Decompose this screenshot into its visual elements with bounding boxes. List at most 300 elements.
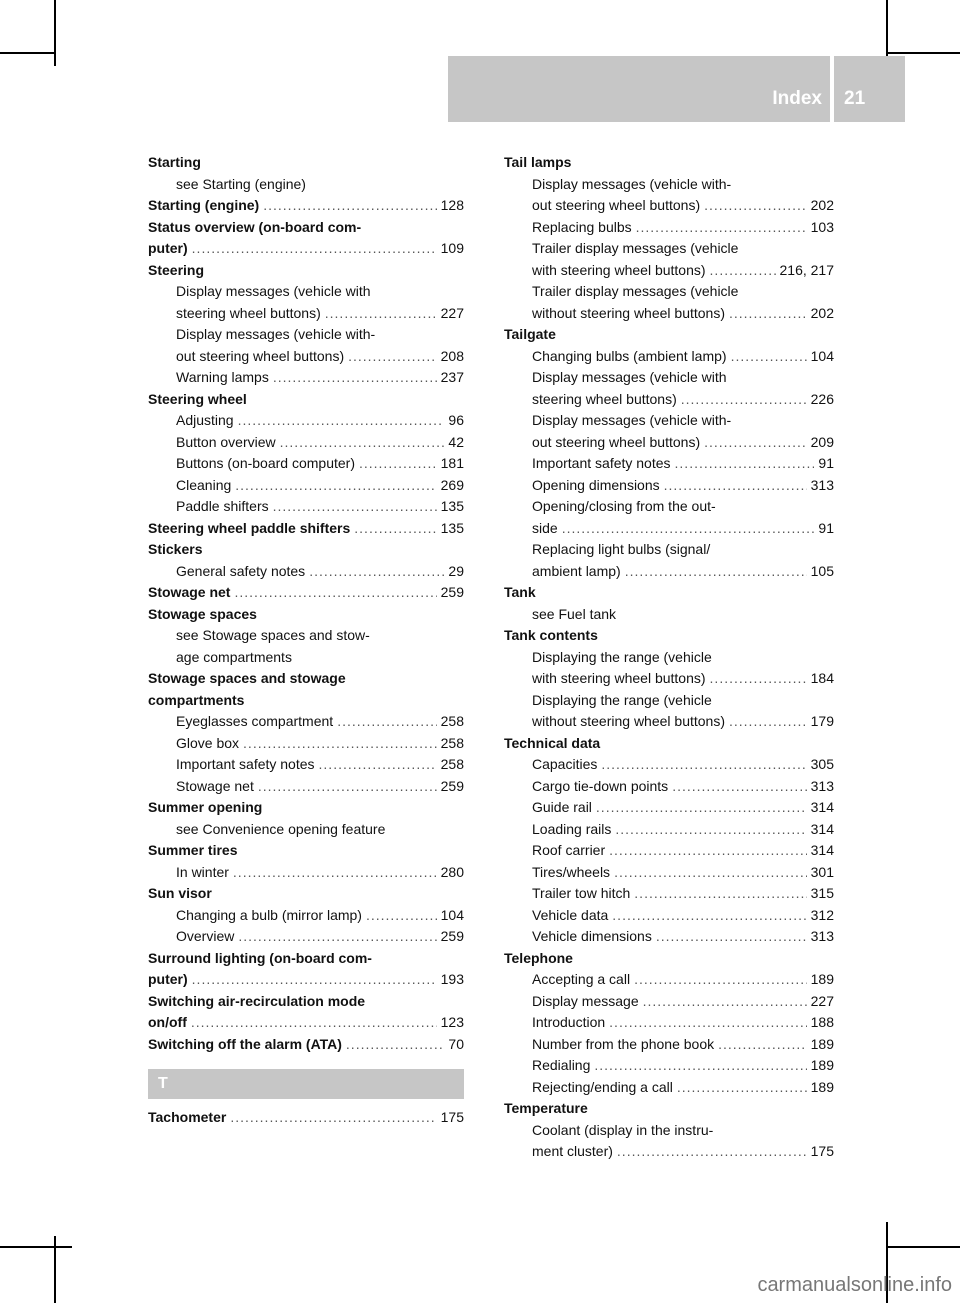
index-subentry bbox=[148, 367, 464, 389]
entry-text: Trailer display messages (vehicle bbox=[532, 240, 739, 256]
page-reference[interactable]: 96 bbox=[448, 412, 464, 428]
entry-text: Opening/closing from the out- bbox=[532, 498, 716, 514]
leader-dots bbox=[348, 346, 437, 368]
index-term bbox=[148, 991, 464, 1013]
index-subentry bbox=[148, 625, 464, 647]
index-subentry bbox=[148, 561, 464, 583]
index-term bbox=[504, 733, 834, 755]
leader-dots bbox=[672, 776, 806, 798]
watermark: carmanualsonline.info bbox=[757, 1274, 952, 1296]
leader-dots bbox=[729, 303, 807, 325]
entry-text: Loading rails bbox=[532, 820, 612, 837]
leader-dots bbox=[609, 840, 807, 862]
entry-text: Starting bbox=[148, 154, 201, 170]
page-reference[interactable]: 103 bbox=[810, 218, 834, 235]
entry-text: steering wheel buttons) bbox=[176, 304, 321, 321]
crop-mark bbox=[0, 52, 56, 54]
entry-text: Vehicle dimensions bbox=[532, 928, 652, 944]
leader-dots bbox=[192, 238, 437, 260]
index-subentry bbox=[504, 410, 834, 432]
index-term bbox=[148, 797, 464, 819]
index-subentry bbox=[148, 281, 464, 303]
index-subentry bbox=[504, 389, 834, 411]
entry-text: Summer opening bbox=[148, 799, 263, 815]
index-subentry bbox=[504, 754, 834, 776]
page-reference[interactable]: 280 bbox=[440, 863, 464, 880]
entry-text: Replacing bulbs bbox=[532, 218, 632, 235]
page-reference[interactable]: 315 bbox=[810, 885, 834, 901]
index-subentry bbox=[148, 324, 464, 346]
index-list-right bbox=[504, 152, 834, 1163]
entry-text: puter) bbox=[148, 971, 188, 987]
page-reference[interactable]: 128 bbox=[440, 197, 464, 213]
leader-dots bbox=[681, 389, 807, 411]
page-reference[interactable]: 189 bbox=[810, 1057, 834, 1073]
index-term bbox=[148, 389, 464, 411]
entry-text: Switching off the alarm (ATA) bbox=[148, 1035, 342, 1052]
page-reference[interactable]: 313 bbox=[810, 777, 834, 794]
entry-text: Stowage spaces and stowage bbox=[148, 670, 346, 686]
page-reference[interactable]: 305 bbox=[810, 756, 834, 772]
leader-dots bbox=[319, 754, 437, 776]
index-subentry bbox=[504, 281, 834, 303]
index-term bbox=[148, 238, 464, 260]
page-number: 21 bbox=[844, 88, 866, 109]
index-subentry bbox=[148, 475, 464, 497]
index-subentry bbox=[504, 862, 834, 884]
entry-text: Stowage net bbox=[148, 584, 231, 600]
index-subentry bbox=[504, 1055, 834, 1077]
crop-mark bbox=[54, 0, 56, 66]
page-reference[interactable]: 70 bbox=[448, 1035, 464, 1052]
leader-dots bbox=[636, 217, 807, 239]
entry-text: Stickers bbox=[148, 541, 203, 557]
entry-text: Cargo tie-down points bbox=[532, 777, 669, 794]
index-term bbox=[148, 217, 464, 239]
index-subentry bbox=[148, 862, 464, 884]
entry-text: Redialing bbox=[532, 1057, 591, 1073]
entry-text: out steering wheel buttons) bbox=[176, 347, 345, 364]
index-column-left bbox=[148, 152, 464, 1129]
page-reference[interactable]: 314 bbox=[810, 799, 834, 815]
header-divider bbox=[830, 56, 834, 122]
index-term bbox=[148, 668, 464, 690]
entry-text: Technical data bbox=[504, 734, 601, 751]
leader-dots bbox=[230, 1107, 436, 1129]
page-reference[interactable]: 109 bbox=[440, 240, 464, 256]
entry-text: Eyeglasses compartment bbox=[176, 713, 334, 729]
leader-dots bbox=[656, 926, 807, 948]
leader-dots bbox=[366, 905, 437, 927]
entry-text: Summer tires bbox=[148, 842, 238, 858]
leader-dots bbox=[601, 754, 806, 776]
page-reference[interactable]: 313 bbox=[810, 476, 834, 493]
index-subentry bbox=[148, 496, 464, 518]
leader-dots bbox=[643, 991, 807, 1013]
page-reference[interactable]: 181 bbox=[440, 455, 464, 471]
page-reference[interactable]: 237 bbox=[440, 369, 464, 385]
index-subentry bbox=[504, 819, 834, 841]
leader-dots bbox=[235, 475, 436, 497]
index-term bbox=[504, 324, 834, 346]
index-subentry bbox=[148, 303, 464, 325]
index-term bbox=[148, 539, 464, 561]
page-reference[interactable]: 259 bbox=[440, 777, 464, 794]
entry-text: Warning lamps bbox=[176, 369, 269, 385]
index-subentry bbox=[504, 840, 834, 862]
page-reference[interactable]: 258 bbox=[440, 713, 464, 729]
entry-text: Surround lighting (on-board com- bbox=[148, 949, 372, 966]
entry-text: Buttons (on-board computer) bbox=[176, 455, 355, 471]
leader-dots bbox=[609, 1012, 806, 1034]
leader-dots bbox=[243, 733, 437, 755]
page-reference[interactable]: 312 bbox=[810, 906, 834, 923]
index-subentry bbox=[148, 754, 464, 776]
leader-dots bbox=[238, 410, 445, 432]
index-subentry bbox=[504, 1077, 834, 1099]
leader-dots bbox=[615, 819, 806, 841]
leader-dots bbox=[234, 582, 436, 604]
entry-text: Display messages (vehicle with bbox=[176, 283, 371, 299]
index-list-left bbox=[148, 152, 464, 1055]
entry-text: Steering bbox=[148, 261, 205, 278]
index-term bbox=[148, 260, 464, 282]
page-reference[interactable]: 193 bbox=[440, 971, 464, 987]
index-subentry bbox=[504, 432, 834, 454]
leader-dots bbox=[731, 346, 807, 368]
index-subentry bbox=[148, 647, 464, 669]
leader-dots bbox=[675, 453, 815, 475]
crop-mark bbox=[886, 52, 960, 54]
leader-dots bbox=[704, 195, 807, 217]
index-subentry bbox=[504, 604, 834, 626]
page-reference[interactable]: 301 bbox=[810, 863, 834, 880]
entry-text: Tailgate bbox=[504, 326, 556, 342]
index-subentry bbox=[504, 238, 834, 260]
entry-text: Temperature bbox=[504, 1100, 588, 1116]
page-reference[interactable]: 314 bbox=[810, 820, 834, 837]
leader-dots bbox=[617, 1141, 807, 1163]
page-reference[interactable]: 314 bbox=[810, 842, 834, 858]
entry-text: without steering wheel buttons) bbox=[532, 304, 725, 321]
crop-mark bbox=[886, 0, 888, 56]
index-subentry bbox=[504, 346, 834, 368]
entry-text: Guide rail bbox=[532, 799, 592, 815]
index-subentry bbox=[504, 1012, 834, 1034]
entry-text: with steering wheel buttons) bbox=[532, 261, 706, 278]
leader-dots bbox=[325, 303, 437, 325]
entry-text: Coolant (display in the instru- bbox=[532, 1121, 714, 1138]
page-reference[interactable]: 105 bbox=[810, 562, 834, 579]
entry-text: Tank bbox=[504, 584, 536, 600]
index-subentry bbox=[504, 776, 834, 798]
leader-dots bbox=[359, 453, 437, 475]
entry-text: steering wheel buttons) bbox=[532, 390, 677, 407]
entry-text: Display messages (vehicle with- bbox=[176, 326, 376, 342]
index-list-left-after-section bbox=[148, 1107, 464, 1129]
crop-mark bbox=[0, 1246, 72, 1248]
index-subentry bbox=[504, 475, 834, 497]
entry-text: Replacing light bulbs (signal/ bbox=[532, 541, 711, 557]
page-reference[interactable]: 258 bbox=[440, 756, 464, 772]
entry-text: Tank contents bbox=[504, 627, 598, 643]
entry-text: Displaying the range (vehicle bbox=[532, 648, 712, 665]
entry-text: Stowage spaces bbox=[148, 605, 257, 622]
entry-text: out steering wheel buttons) bbox=[532, 433, 701, 450]
leader-dots bbox=[614, 862, 807, 884]
page-reference[interactable]: 227 bbox=[440, 304, 464, 321]
entry-text: Display messages (vehicle with bbox=[532, 369, 727, 385]
entry-text: Telephone bbox=[504, 949, 573, 966]
entry-text: Sun visor bbox=[148, 885, 212, 901]
index-subentry bbox=[148, 346, 464, 368]
entry-text: Changing a bulb (mirror lamp) bbox=[176, 906, 362, 923]
page-reference[interactable]: 29 bbox=[448, 562, 464, 579]
index-subentry bbox=[504, 496, 834, 518]
page-reference[interactable]: 202 bbox=[810, 197, 834, 213]
index-subentry bbox=[148, 453, 464, 475]
index-subentry bbox=[504, 668, 834, 690]
leader-dots bbox=[354, 518, 436, 540]
index-subentry bbox=[504, 1120, 834, 1142]
index-subentry bbox=[504, 217, 834, 239]
index-subentry bbox=[504, 561, 834, 583]
entry-text: see Fuel tank bbox=[532, 605, 617, 622]
index-term bbox=[148, 582, 464, 604]
page-reference[interactable]: 135 bbox=[440, 498, 464, 514]
entry-text: Cleaning bbox=[176, 476, 232, 493]
index-term bbox=[504, 625, 834, 647]
index-subentry bbox=[504, 647, 834, 669]
leader-dots bbox=[346, 1034, 445, 1056]
header-bar bbox=[448, 56, 905, 122]
entry-text: ment cluster) bbox=[532, 1143, 613, 1159]
index-term bbox=[148, 1012, 464, 1034]
entry-text: Roof carrier bbox=[532, 842, 606, 858]
entry-text: Adjusting bbox=[176, 412, 234, 428]
entry-text: compartments bbox=[148, 691, 245, 708]
crop-mark bbox=[886, 1246, 960, 1248]
index-term bbox=[148, 1034, 464, 1056]
page-reference[interactable]: 208 bbox=[440, 347, 464, 364]
entry-text: ambient lamp) bbox=[532, 562, 621, 579]
entry-text: Paddle shifters bbox=[176, 498, 269, 514]
index-column-right bbox=[504, 152, 834, 1163]
leader-dots bbox=[704, 432, 807, 454]
index-term bbox=[148, 883, 464, 905]
index-subentry bbox=[148, 776, 464, 798]
index-term bbox=[148, 690, 464, 712]
entry-text: Display message bbox=[532, 992, 639, 1009]
leader-dots bbox=[594, 1055, 806, 1077]
index-subentry bbox=[504, 303, 834, 325]
leader-dots bbox=[191, 1012, 437, 1034]
entry-text: Glove box bbox=[176, 734, 240, 751]
entry-text: see Stowage spaces and stow- bbox=[176, 627, 370, 643]
leader-dots bbox=[233, 862, 437, 884]
index-term bbox=[504, 948, 834, 970]
entry-text: In winter bbox=[176, 863, 229, 880]
leader-dots bbox=[710, 668, 807, 690]
leader-dots bbox=[263, 195, 436, 217]
entry-text: Stowage net bbox=[176, 777, 254, 794]
index-subentry bbox=[504, 883, 834, 905]
leader-dots bbox=[258, 776, 437, 798]
entry-text: see Starting (engine) bbox=[176, 175, 306, 192]
page-reference[interactable]: 189 bbox=[810, 1078, 834, 1095]
index-term bbox=[504, 152, 834, 174]
entry-text: General safety notes bbox=[176, 562, 306, 579]
page-reference[interactable]: 91 bbox=[818, 455, 834, 471]
page-reference[interactable]: 227 bbox=[810, 992, 834, 1009]
leader-dots bbox=[718, 1034, 807, 1056]
entry-text: Tachometer bbox=[148, 1109, 227, 1125]
entry-text: Displaying the range (vehicle bbox=[532, 691, 712, 708]
leader-dots bbox=[677, 1077, 807, 1099]
section-header-t: T bbox=[148, 1069, 464, 1099]
leader-dots bbox=[192, 969, 437, 991]
index-subentry bbox=[504, 1141, 834, 1163]
leader-dots bbox=[710, 260, 776, 282]
entry-text: Button overview bbox=[176, 433, 276, 450]
leader-dots bbox=[309, 561, 444, 583]
index-term bbox=[148, 1107, 464, 1129]
page-reference[interactable]: 123 bbox=[440, 1014, 464, 1030]
page-reference[interactable]: 175 bbox=[440, 1109, 464, 1125]
entry-text: Trailer tow hitch bbox=[532, 885, 631, 901]
entry-text: Display messages (vehicle with- bbox=[532, 412, 732, 428]
entry-text: puter) bbox=[148, 240, 188, 256]
index-subentry bbox=[504, 195, 834, 217]
page-reference[interactable]: 259 bbox=[440, 928, 464, 944]
leader-dots bbox=[729, 711, 807, 733]
entry-text: Steering wheel bbox=[148, 390, 247, 407]
page-reference[interactable]: 209 bbox=[810, 433, 834, 450]
index-term bbox=[148, 195, 464, 217]
entry-text: Trailer display messages (vehicle bbox=[532, 283, 739, 299]
entry-text: Status overview (on-board com- bbox=[148, 218, 362, 235]
index-subentry bbox=[504, 797, 834, 819]
entry-text: Vehicle data bbox=[532, 906, 609, 923]
entry-text: Switching air-recirculation mode bbox=[148, 992, 366, 1009]
index-subentry bbox=[504, 539, 834, 561]
entry-text: Capacities bbox=[532, 756, 598, 772]
index-term bbox=[148, 969, 464, 991]
entry-text: out steering wheel buttons) bbox=[532, 197, 701, 213]
page-reference[interactable]: 258 bbox=[440, 734, 464, 751]
entry-text: Number from the phone book bbox=[532, 1035, 715, 1052]
entry-text: Important safety notes bbox=[176, 756, 315, 772]
index-subentry bbox=[148, 733, 464, 755]
page-reference[interactable]: 226 bbox=[810, 390, 834, 407]
page-reference[interactable]: 202 bbox=[810, 304, 834, 321]
page-reference[interactable]: 175 bbox=[810, 1143, 834, 1159]
page-reference[interactable]: 269 bbox=[440, 476, 464, 493]
entry-text: age compartments bbox=[176, 648, 292, 665]
leader-dots bbox=[625, 561, 807, 583]
page-reference[interactable]: 42 bbox=[448, 433, 464, 450]
page-reference[interactable]: 179 bbox=[810, 713, 834, 729]
entry-text: Tires/wheels bbox=[532, 863, 611, 880]
leader-dots bbox=[273, 367, 437, 389]
page-reference[interactable]: 216, 217 bbox=[779, 261, 834, 278]
index-subentry bbox=[504, 260, 834, 282]
entry-text: Introduction bbox=[532, 1014, 606, 1030]
index-subentry bbox=[504, 174, 834, 196]
entry-text: Important safety notes bbox=[532, 455, 671, 471]
index-subentry bbox=[148, 819, 464, 841]
index-term bbox=[504, 1098, 834, 1120]
entry-text: Tail lamps bbox=[504, 154, 572, 170]
page-reference[interactable]: 189 bbox=[810, 971, 834, 987]
index-term bbox=[148, 518, 464, 540]
index-term bbox=[148, 152, 464, 174]
page-reference[interactable]: 313 bbox=[810, 928, 834, 944]
leader-dots bbox=[337, 711, 436, 733]
leader-dots bbox=[280, 432, 445, 454]
index-subentry bbox=[504, 969, 834, 991]
leader-dots bbox=[634, 969, 807, 991]
entry-text: Steering wheel paddle shifters bbox=[148, 519, 351, 536]
index-subentry bbox=[148, 410, 464, 432]
leader-dots bbox=[634, 883, 806, 905]
page-reference[interactable]: 189 bbox=[810, 1035, 834, 1052]
index-subentry bbox=[148, 905, 464, 927]
page-reference[interactable]: 91 bbox=[818, 519, 834, 536]
index-subentry bbox=[504, 991, 834, 1013]
entry-text: without steering wheel buttons) bbox=[532, 713, 725, 729]
leader-dots bbox=[664, 475, 807, 497]
entry-text: on/off bbox=[148, 1014, 187, 1030]
index-subentry bbox=[504, 453, 834, 475]
index-term bbox=[148, 840, 464, 862]
index-subentry bbox=[504, 905, 834, 927]
entry-text: Overview bbox=[176, 928, 235, 944]
index-subentry bbox=[504, 690, 834, 712]
entry-text: Accepting a call bbox=[532, 971, 631, 987]
index-term bbox=[148, 604, 464, 626]
index-subentry bbox=[148, 174, 464, 196]
entry-text: with steering wheel buttons) bbox=[532, 670, 706, 686]
leader-dots bbox=[612, 905, 806, 927]
index-subentry bbox=[504, 1034, 834, 1056]
entry-text: side bbox=[532, 519, 558, 536]
page-reference[interactable]: 188 bbox=[810, 1014, 834, 1030]
page-reference[interactable]: 135 bbox=[440, 519, 464, 536]
entry-text: Display messages (vehicle with- bbox=[532, 175, 732, 192]
leader-dots bbox=[562, 518, 815, 540]
index-subentry bbox=[148, 926, 464, 948]
entry-text: Rejecting/ending a call bbox=[532, 1078, 673, 1095]
leader-dots bbox=[273, 496, 437, 518]
page-reference[interactable]: 104 bbox=[440, 906, 464, 923]
page-title: Index bbox=[772, 88, 822, 109]
entry-text: Changing bulbs (ambient lamp) bbox=[532, 347, 727, 364]
index-subentry bbox=[148, 711, 464, 733]
entry-text: Opening dimensions bbox=[532, 476, 660, 493]
page-reference[interactable]: 259 bbox=[440, 584, 464, 600]
index-term bbox=[148, 948, 464, 970]
entry-text: see Convenience opening feature bbox=[176, 820, 386, 837]
index-subentry bbox=[504, 711, 834, 733]
entry-text: Starting (engine) bbox=[148, 197, 260, 213]
leader-dots bbox=[596, 797, 807, 819]
index-subentry bbox=[504, 926, 834, 948]
leader-dots bbox=[238, 926, 436, 948]
page-reference[interactable]: 104 bbox=[810, 347, 834, 364]
index-subentry bbox=[504, 367, 834, 389]
page-reference[interactable]: 184 bbox=[810, 670, 834, 686]
